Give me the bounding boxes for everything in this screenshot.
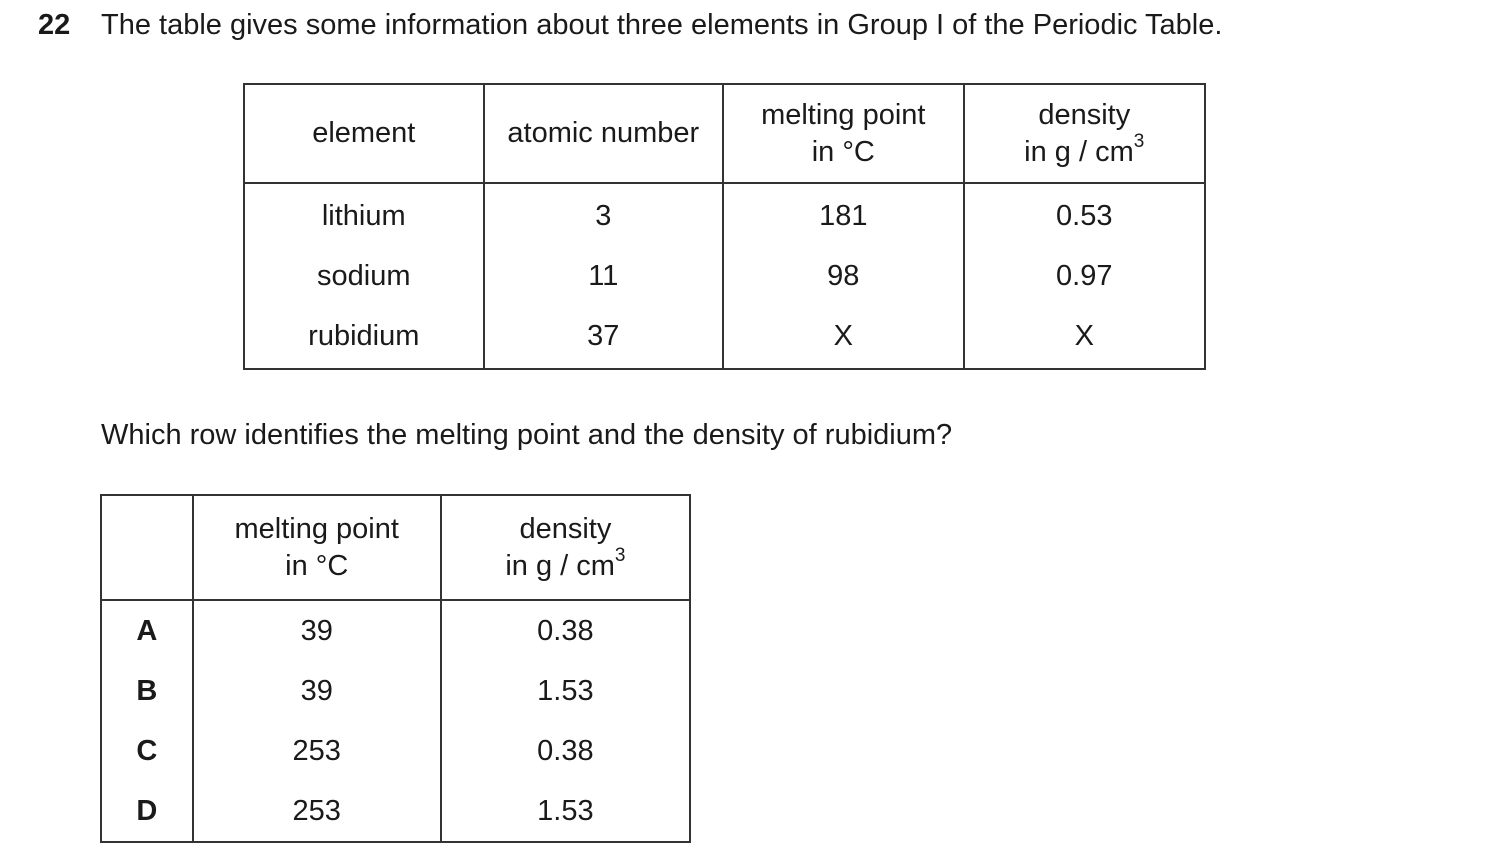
cell-element: sodium <box>244 246 484 306</box>
option-letter: D <box>101 781 193 842</box>
option-density: 0.38 <box>441 721 690 781</box>
header-density-exponent: 3 <box>1133 130 1145 152</box>
header-density-exponent: 3 <box>614 544 626 566</box>
header-density-label: density <box>1038 98 1131 131</box>
answer-options-table <box>100 494 691 843</box>
option-row-a[interactable] <box>101 600 690 661</box>
table-header-row <box>101 495 690 600</box>
option-melting-point: 253 <box>193 781 441 842</box>
header-density-unit-line <box>442 544 689 585</box>
option-row-d[interactable] <box>101 781 690 842</box>
option-letter: B <box>101 661 193 721</box>
option-melting-point: 253 <box>193 721 441 781</box>
header-density <box>964 84 1205 183</box>
cell-melting-point: 98 <box>723 246 963 306</box>
cell-atomic-number: 11 <box>484 246 724 306</box>
header-melting-point <box>723 84 963 183</box>
option-density: 1.53 <box>441 781 690 842</box>
header-melting-point <box>193 495 441 600</box>
cell-density: 0.53 <box>964 183 1205 246</box>
cell-atomic-number: 3 <box>484 183 724 246</box>
option-row-c[interactable] <box>101 721 690 781</box>
header-melting-point-label: melting point <box>234 512 399 545</box>
question-number: 22 <box>38 9 71 41</box>
header-melting-point-unit: in °C <box>285 549 349 582</box>
cell-atomic-number: 37 <box>484 306 724 369</box>
header-element: element <box>244 84 484 183</box>
option-letter: A <box>101 600 193 661</box>
option-row-b[interactable] <box>101 661 690 721</box>
header-blank <box>101 495 193 600</box>
cell-density: 0.97 <box>964 246 1205 306</box>
header-density <box>441 495 690 600</box>
option-melting-point: 39 <box>193 600 441 661</box>
table-header-row <box>244 84 1205 183</box>
cell-melting-point: X <box>723 306 963 369</box>
header-atomic-number: atomic number <box>484 84 724 183</box>
question-prompt: Which row identifies the melting point and the density of rubidium? <box>101 419 953 451</box>
question-stem: The table gives some information about three elements in Group I of the Periodic Table. <box>101 9 1223 41</box>
table-row <box>244 183 1205 246</box>
option-density: 0.38 <box>441 600 690 661</box>
cell-element: rubidium <box>244 306 484 369</box>
option-density: 1.53 <box>441 661 690 721</box>
table-row <box>244 306 1205 369</box>
header-density-unit: in g / cm <box>505 549 615 582</box>
header-density-unit-line <box>965 130 1204 171</box>
option-melting-point: 39 <box>193 661 441 721</box>
element-info-table <box>243 83 1206 370</box>
cell-element: lithium <box>244 183 484 246</box>
header-density-unit: in g / cm <box>1024 135 1134 168</box>
header-density-label: density <box>519 512 612 545</box>
cell-density: X <box>964 306 1205 369</box>
table-row <box>244 246 1205 306</box>
option-letter: C <box>101 721 193 781</box>
header-melting-point-unit: in °C <box>811 135 875 168</box>
header-melting-point-label: melting point <box>761 98 926 131</box>
cell-melting-point: 181 <box>723 183 963 246</box>
